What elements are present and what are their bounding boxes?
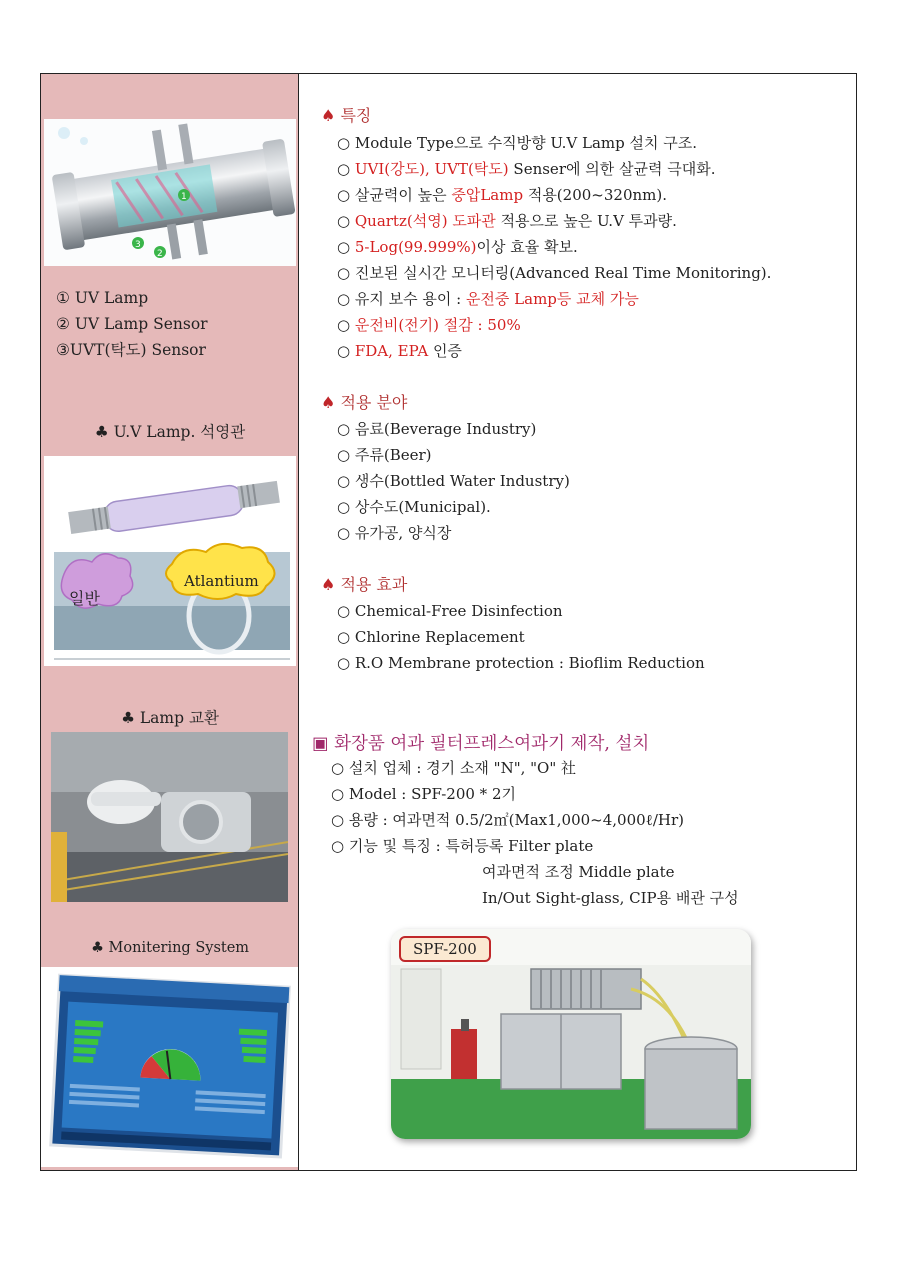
list-item: ○ Chemical-Free Disinfection: [337, 602, 563, 620]
list-item: [337, 286, 771, 312]
list-item: [337, 130, 771, 156]
svg-text:3: 3: [135, 240, 141, 250]
highlight-text: FDA, EPA: [354, 342, 429, 360]
list-item: ○ 주류(Beer): [337, 446, 432, 464]
list-item: ○ Chlorine Replacement: [337, 628, 525, 646]
list-item: In/Out Sight-glass, CIP용 배관 구성: [482, 889, 739, 907]
list-item: ○ 기능 및 특징 : 특허등록 Filter plate: [331, 837, 594, 855]
filter-press-list: [331, 755, 739, 911]
monitoring-screenshot: [41, 967, 298, 1167]
highlight-text: 중압Lamp: [451, 186, 524, 204]
spf-200-tag: SPF-200: [399, 936, 491, 962]
item-text: 인증: [428, 342, 462, 360]
item-text: Senser에 의한 살균력 극대화.: [508, 160, 716, 178]
list-item: [337, 208, 771, 234]
filter-press-heading: ▣ 화장품 여과 필터프레스여과기 제작, 설치: [312, 734, 650, 754]
list-item: ○ Model : SPF-200 * 2기: [331, 785, 516, 803]
features-title: 특징: [340, 106, 372, 125]
left-panel: [41, 74, 299, 1170]
item-text: 적용(200~320nm).: [523, 186, 667, 204]
highlight-text: 운전중 Lamp등 교체 가능: [465, 290, 639, 308]
spade-icon: ♠: [321, 393, 336, 412]
right-panel: [299, 74, 856, 1170]
effects-heading: [321, 572, 407, 595]
list-item: ○ R.O Membrane protection : Bioflim Reduction: [337, 654, 705, 672]
uv-reactor-image: [44, 119, 296, 266]
legend-uv-lamp: ① UV Lamp: [56, 289, 149, 307]
bubble-atlantium-label: Atlantium: [184, 572, 259, 590]
list-item: [337, 338, 771, 364]
list-item: [337, 312, 771, 338]
list-item: ○ 유가공, 양식장: [337, 524, 452, 542]
item-text: ○: [337, 212, 355, 230]
caption-monitoring-system: ♣ Monitering System: [90, 940, 250, 956]
item-text: ○ 유지 보수 용이 :: [337, 290, 466, 308]
bubble-general-label: 일반: [69, 589, 100, 608]
list-item: ○ 상수도(Municipal).: [337, 498, 491, 516]
highlight-text: 5-Log(99.999%): [354, 238, 477, 256]
item-text: ○: [337, 316, 355, 334]
spade-icon: ♠: [321, 106, 336, 125]
highlight-text: 운전비(전기) 절감 : 50%: [354, 316, 521, 334]
legend-uvt-sensor: ③UVT(탁도) Sensor: [56, 341, 206, 359]
caption-lamp-change: ♣ Lamp 교환: [121, 709, 219, 727]
item-text: ○: [337, 160, 355, 178]
legend-uv-lamp-sensor: ② UV Lamp Sensor: [56, 315, 208, 333]
item-text: 이상 효율 확보.: [476, 238, 578, 256]
highlight-text: UVI(강도), UVT(탁도): [354, 160, 509, 178]
spade-icon: ♠: [321, 575, 336, 594]
quartz-tube-image: [44, 456, 296, 666]
spf-200-photo: [391, 929, 751, 1139]
list-item: ○ 설치 업체 : 경기 소재 "N", "O" 社: [331, 759, 576, 777]
list-item: ○ 음료(Beverage Industry): [337, 420, 537, 438]
svg-text:1: 1: [181, 192, 187, 202]
list-item: ○ 용량 : 여과면적 0.5/2㎡(Max1,000~4,000ℓ/Hr): [331, 811, 685, 829]
applications-heading: [321, 390, 407, 413]
applications-title: 적용 분야: [340, 393, 408, 412]
lamp-change-photo: [51, 732, 288, 902]
item-text: 적용으로 높은 U.V 투과량.: [495, 212, 677, 230]
applications-list: [337, 416, 570, 546]
list-item: [337, 156, 771, 182]
item-text: ○: [337, 238, 355, 256]
content-frame: [40, 73, 857, 1171]
uv-part-legend: [56, 285, 208, 363]
highlight-text: Quartz(석영) 도파관: [354, 212, 496, 230]
list-item: 여과면적 조정 Middle plate: [482, 863, 675, 881]
item-text: ○ Module Type으로 수직방향 U.V Lamp 설치 구조.: [337, 134, 698, 152]
features-list: [337, 130, 771, 364]
list-item: ○ 생수(Bottled Water Industry): [337, 472, 570, 490]
features-heading: [321, 103, 371, 126]
effects-title: 적용 효과: [340, 575, 408, 594]
effects-list: [337, 598, 705, 676]
list-item: [337, 234, 771, 260]
item-text: ○ 진보된 실시간 모니터링(Advanced Real Time Monitoring).: [337, 264, 772, 282]
item-text: ○ 살균력이 높은: [337, 186, 452, 204]
list-item: [337, 182, 771, 208]
svg-text:2: 2: [157, 249, 163, 259]
list-item: [337, 260, 771, 286]
caption-quartz-tube: ♣ U.V Lamp. 석영관: [94, 423, 246, 441]
item-text: ○: [337, 342, 355, 360]
